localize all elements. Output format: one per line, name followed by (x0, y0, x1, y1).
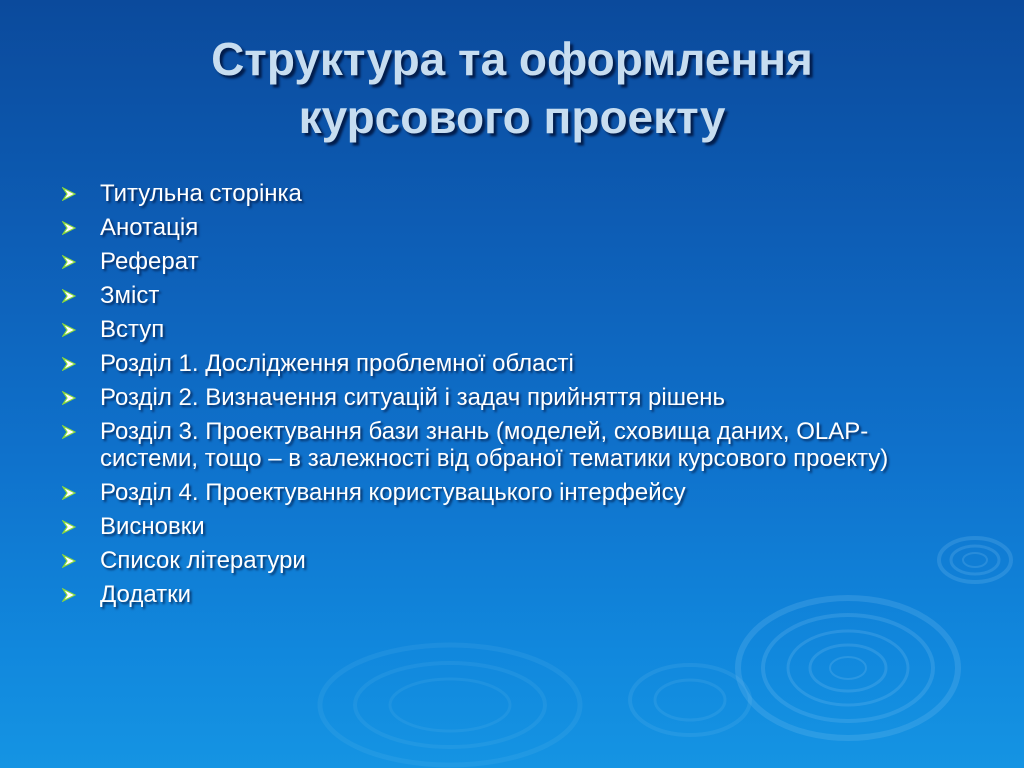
list-item (60, 214, 940, 241)
list-item-label: Додатки (100, 581, 192, 608)
arrow-bullet-icon (62, 221, 76, 235)
arrow-bullet-icon (62, 289, 76, 303)
arrow-bullet-icon (62, 425, 76, 439)
list-item (60, 180, 940, 207)
arrow-bullet-icon (62, 554, 76, 568)
list-item (60, 350, 940, 377)
list-item-label: Зміст (100, 282, 160, 309)
list-item-label: Розділ 1. Дослідження проблемної області (100, 350, 574, 377)
arrow-bullet-icon (62, 323, 76, 337)
list-item-label: Висновки (100, 513, 205, 540)
list-item-label: Список літератури (100, 547, 306, 574)
list-item-label: Реферат (100, 248, 199, 275)
slide-title (60, 30, 964, 146)
title-line-1: Структура та оформлення (211, 33, 813, 85)
list-item-label: Анотація (100, 214, 199, 241)
list-item-label: Титульна сторінка (100, 180, 302, 207)
list-item-label: Вступ (100, 316, 165, 343)
list-item (60, 316, 940, 343)
arrow-bullet-icon (62, 357, 76, 371)
list-item (60, 384, 940, 411)
arrow-bullet-icon (62, 486, 76, 500)
list-item (60, 479, 940, 506)
list-item-label: Розділ 4. Проектування користувацького інтерфейсу (100, 479, 686, 506)
arrow-bullet-icon (62, 187, 76, 201)
arrow-bullet-icon (62, 588, 76, 602)
list-item-label: Розділ 3. Проектування бази знань (моделей, сховища даних, OLAP- системи, тощо – в залежності від обраної тематики курсового проекту) (100, 418, 889, 472)
arrow-bullet-icon (62, 520, 76, 534)
list-item-label: Розділ 2. Визначення ситуацій і задач прийняття рішень (100, 384, 726, 411)
list-item (60, 547, 940, 574)
arrow-bullet-icon (62, 255, 76, 269)
list-item (60, 418, 940, 472)
title-line-2: курсового проекту (298, 91, 726, 143)
list-item (60, 248, 940, 275)
list-item (60, 282, 940, 309)
bullet-list (60, 180, 940, 615)
list-item (60, 581, 940, 608)
list-item (60, 513, 940, 540)
arrow-bullet-icon (62, 391, 76, 405)
